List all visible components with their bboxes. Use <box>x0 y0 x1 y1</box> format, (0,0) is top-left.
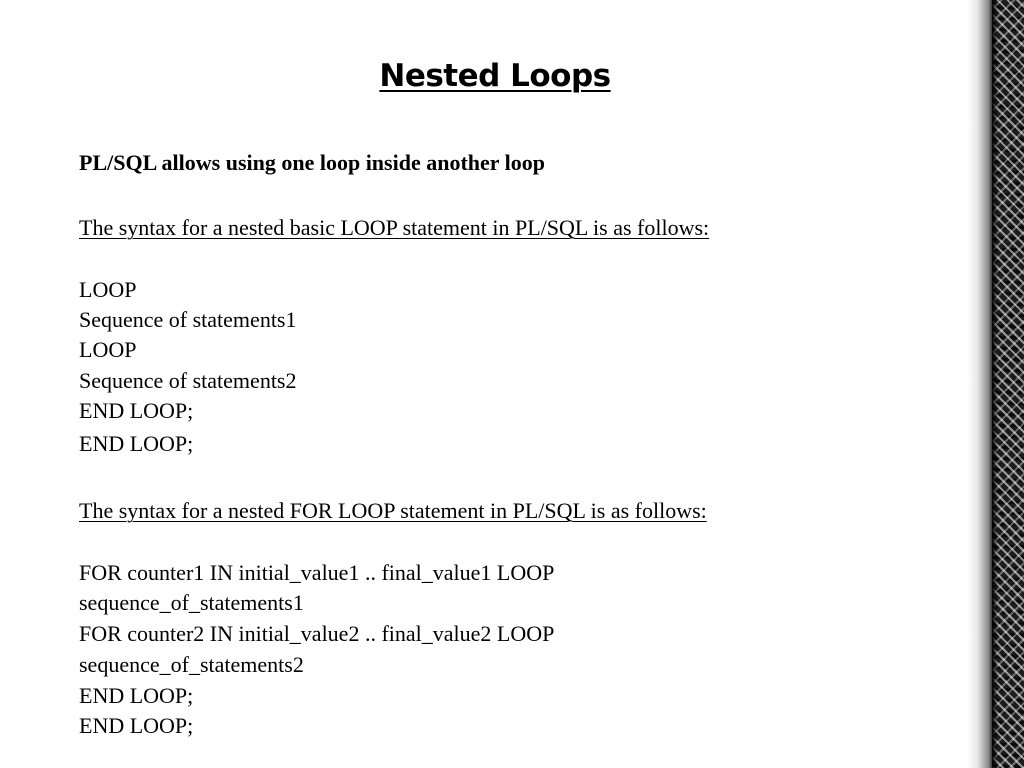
intro-text: PL/SQL allows using one loop inside another loop <box>79 150 545 175</box>
for-loop-heading: The syntax for a nested FOR LOOP statement in PL/SQL is as follows: <box>79 498 707 523</box>
decorative-border-shadow <box>968 0 992 768</box>
for-loop-line: sequence_of_statements2 <box>79 652 304 677</box>
for-loop-line: END LOOP; <box>79 713 194 738</box>
basic-loop-line: Sequence of statements2 <box>79 368 297 393</box>
slide-title: Nested Loops <box>379 58 611 94</box>
basic-loop-line: LOOP <box>79 277 137 302</box>
basic-loop-heading: The syntax for a nested basic LOOP statement in PL/SQL is as follows: <box>79 215 710 240</box>
for-loop-line: sequence_of_statements1 <box>79 590 304 615</box>
basic-loop-line: LOOP <box>79 337 137 362</box>
for-loop-line: FOR counter2 IN initial_value2 .. final_value2 LOOP <box>79 621 555 646</box>
for-loop-line: END LOOP; <box>79 683 194 708</box>
basic-loop-line: END LOOP; <box>79 431 194 456</box>
basic-loop-line: Sequence of statements1 <box>79 307 297 332</box>
for-loop-line: FOR counter1 IN initial_value1 .. final_value1 LOOP <box>79 560 555 585</box>
decorative-grunge-border <box>992 0 1024 768</box>
basic-loop-line: END LOOP; <box>79 398 194 423</box>
